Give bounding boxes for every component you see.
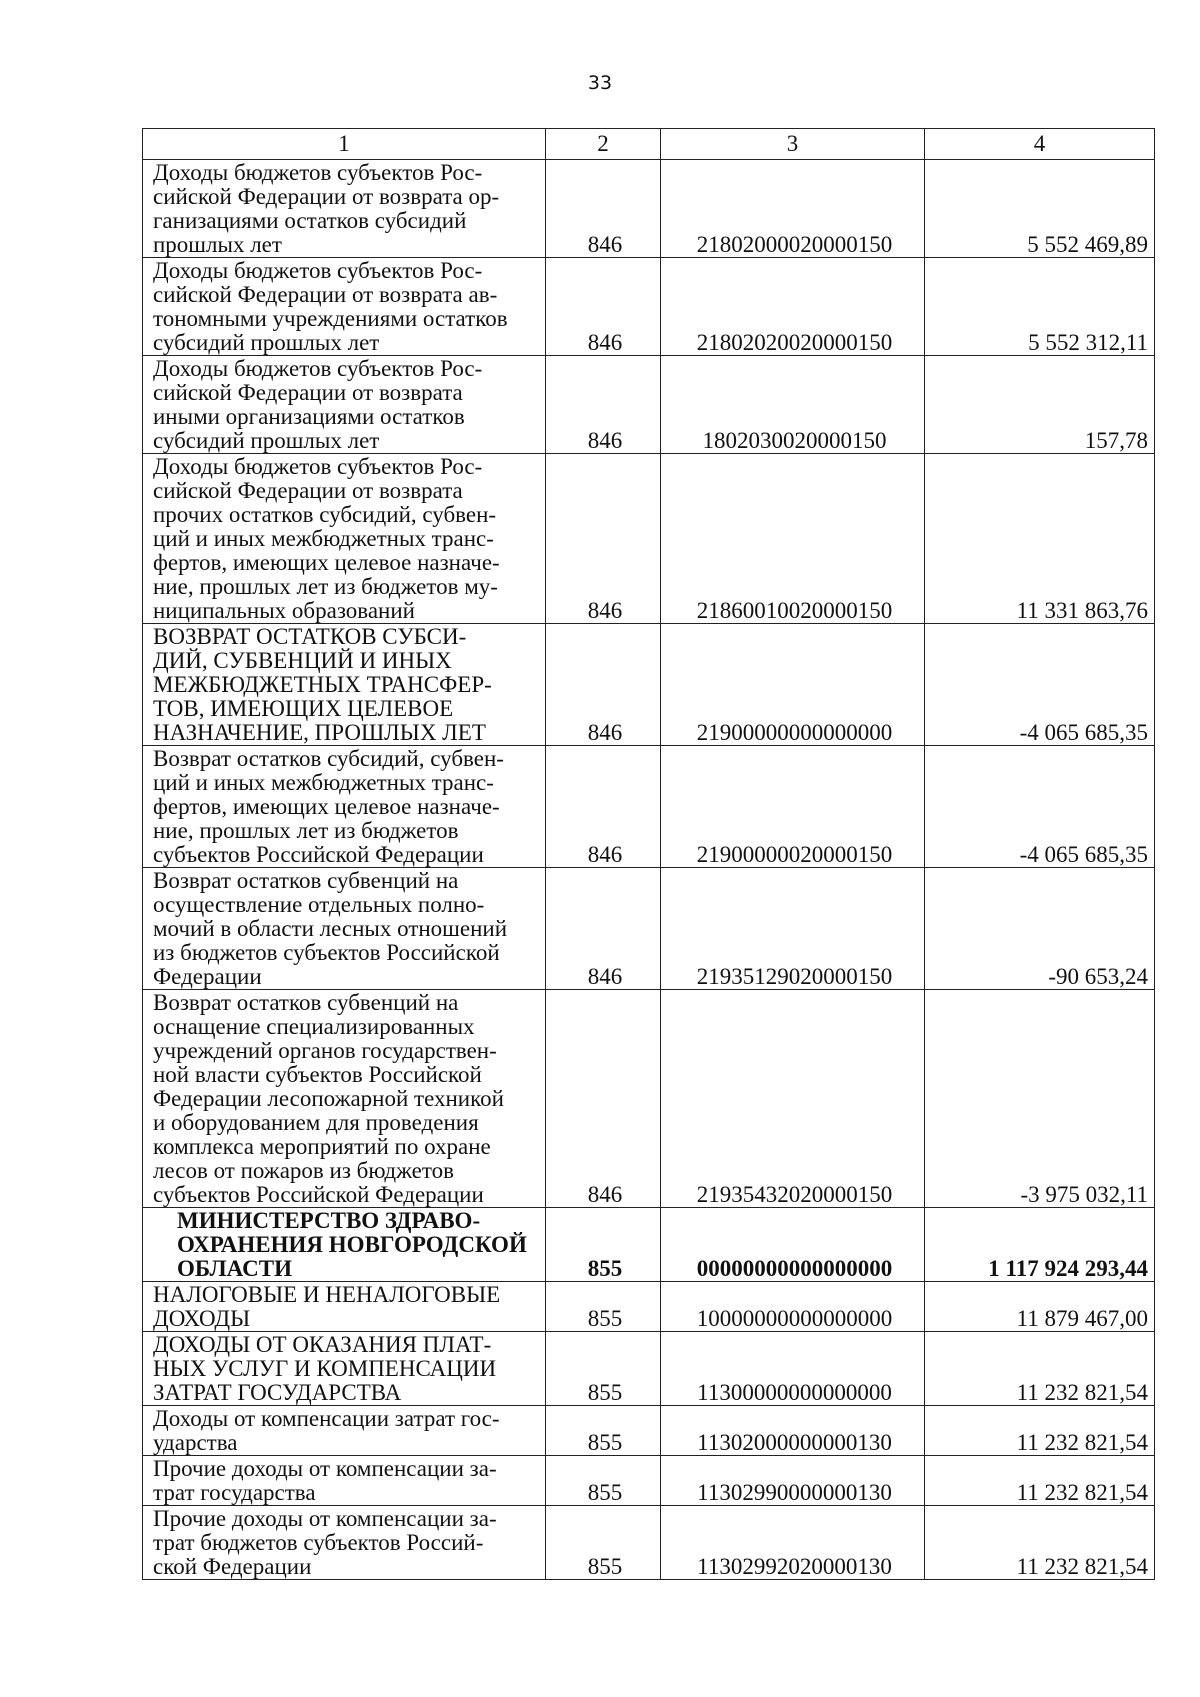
row-name-cell: ВОЗВРАТ ОСТАТКОВ СУБСИ- ДИЙ, СУБВЕНЦИЙ И ИНЫХ МЕЖБЮДЖЕТНЫХ ТРАНСФЕР- ТОВ, ИМЕЮЩИХ ЦЕЛЕВОЕ НАЗНАЧЕНИЕ, ПРОШЛЫХ ЛЕТ (143, 624, 546, 746)
row-amount-cell: -4 065 685,35 (925, 624, 1155, 746)
row-admin-code-cell: 846 (546, 990, 661, 1208)
row-classification-code-cell: 21900000020000150 (661, 746, 925, 868)
row-admin-code-cell: 846 (546, 868, 661, 990)
row-admin-code-cell: 855 (546, 1332, 661, 1406)
row-admin-code-cell: 846 (546, 356, 661, 454)
table-row (143, 1506, 1155, 1580)
row-classification-code-cell: 21860010020000150 (661, 454, 925, 624)
table-row (143, 356, 1155, 454)
table-row (143, 1406, 1155, 1456)
table-header (143, 129, 1155, 160)
row-admin-code-cell: 855 (546, 1506, 661, 1580)
table-body (143, 160, 1155, 1580)
row-amount-cell: 11 232 821,54 (925, 1456, 1155, 1506)
row-name-cell: ДОХОДЫ ОТ ОКАЗАНИЯ ПЛАТ- НЫХ УСЛУГ И КОМПЕНСАЦИИ ЗАТРАТ ГОСУДАРСТВА (143, 1332, 546, 1406)
table-row (143, 258, 1155, 356)
row-name-cell: МИНИСТЕРСТВО ЗДРАВО- ОХРАНЕНИЯ НОВГОРОДСКОЙ ОБЛАСТИ (143, 1208, 546, 1282)
table-row (143, 624, 1155, 746)
row-amount-cell: 157,78 (925, 356, 1155, 454)
row-amount-cell: 5 552 312,11 (925, 258, 1155, 356)
table-row (143, 746, 1155, 868)
row-amount-cell: 11 331 863,76 (925, 454, 1155, 624)
row-name-cell: НАЛОГОВЫЕ И НЕНАЛОГОВЫЕ ДОХОДЫ (143, 1282, 546, 1332)
row-amount-cell: -90 653,24 (925, 868, 1155, 990)
row-admin-code-cell: 846 (546, 624, 661, 746)
row-name-cell: Доходы бюджетов субъектов Рос- сийской Федерации от возврата прочих остатков субсидий, субвен- ций и иных межбюджетных транс- фертов, имеющих целевое назначе- ние, прошлых лет из бюджетов му- ниципальных образований (143, 454, 546, 624)
row-amount-cell: 1 117 924 293,44 (925, 1208, 1155, 1282)
row-name-cell: Возврат остатков субсидий, субвен- ций и иных межбюджетных транс- фертов, имеющих целевое назначе- ние, прошлых лет из бюджетов субъектов Российской Федерации (143, 746, 546, 868)
table-row (143, 1456, 1155, 1506)
table-row (143, 990, 1155, 1208)
row-classification-code-cell: 21802000020000150 (661, 160, 925, 258)
row-admin-code-cell: 855 (546, 1406, 661, 1456)
header-col-2: 2 (546, 129, 661, 160)
row-admin-code-cell: 855 (546, 1282, 661, 1332)
row-amount-cell: -4 065 685,35 (925, 746, 1155, 868)
row-name-cell: Доходы от компенсации затрат гос- ударства (143, 1406, 546, 1456)
header-row (143, 129, 1155, 160)
row-classification-code-cell: 21935129020000150 (661, 868, 925, 990)
row-amount-cell: 11 232 821,54 (925, 1506, 1155, 1580)
row-amount-cell: 11 232 821,54 (925, 1332, 1155, 1406)
header-col-1: 1 (143, 129, 546, 160)
row-name-cell: Прочие доходы от компенсации за- трат государства (143, 1456, 546, 1506)
row-amount-cell: 5 552 469,89 (925, 160, 1155, 258)
row-admin-code-cell: 846 (546, 258, 661, 356)
row-amount-cell: -3 975 032,11 (925, 990, 1155, 1208)
row-admin-code-cell: 846 (546, 160, 661, 258)
row-amount-cell: 11 879 467,00 (925, 1282, 1155, 1332)
row-classification-code-cell: 1802030020000150 (661, 356, 925, 454)
row-name-cell: Доходы бюджетов субъектов Рос- сийской Федерации от возврата иными организациями остатков субсидий прошлых лет (143, 356, 546, 454)
row-classification-code-cell: 00000000000000000 (661, 1208, 925, 1282)
table-row (143, 868, 1155, 990)
row-classification-code-cell: 11302990000000130 (661, 1456, 925, 1506)
row-classification-code-cell: 11302000000000130 (661, 1406, 925, 1456)
row-amount-cell: 11 232 821,54 (925, 1406, 1155, 1456)
row-admin-code-cell: 846 (546, 454, 661, 624)
table-row (143, 160, 1155, 258)
row-admin-code-cell: 846 (546, 746, 661, 868)
header-col-4: 4 (925, 129, 1155, 160)
row-name-cell: Прочие доходы от компенсации за- трат бюджетов субъектов Россий- ской Федерации (143, 1506, 546, 1580)
header-col-3: 3 (661, 129, 925, 160)
row-classification-code-cell: 11302992020000130 (661, 1506, 925, 1580)
row-classification-code-cell: 21802020020000150 (661, 258, 925, 356)
row-name-cell: Возврат остатков субвенций на оснащение специализированных учреждений органов государствен- ной власти субъектов Российской Федерации лесопожарной техникой и оборудованием для проведения комплекса мероприятий по охране лесов от пожаров из бюджетов субъектов Российской Федерации (143, 990, 546, 1208)
page-number: 33 (587, 72, 613, 94)
table-row (143, 1282, 1155, 1332)
row-classification-code-cell: 11300000000000000 (661, 1332, 925, 1406)
row-name-cell: Доходы бюджетов субъектов Рос- сийской Федерации от возврата ав- тономными учреждениями остатков субсидий прошлых лет (143, 258, 546, 356)
row-admin-code-cell: 855 (546, 1456, 661, 1506)
row-classification-code-cell: 21900000000000000 (661, 624, 925, 746)
row-name-cell: Возврат остатков субвенций на осуществление отдельных полно- мочий в области лесных отношений из бюджетов субъектов Российской Федерации (143, 868, 546, 990)
table-row (143, 454, 1155, 624)
row-name-cell: Доходы бюджетов субъектов Рос- сийской Федерации от возврата ор- ганизациями остатков субсидий прошлых лет (143, 160, 546, 258)
row-admin-code-cell: 855 (546, 1208, 661, 1282)
revenue-table (142, 128, 1155, 1580)
row-classification-code-cell: 10000000000000000 (661, 1282, 925, 1332)
table-row (143, 1332, 1155, 1406)
table-row (143, 1208, 1155, 1282)
row-classification-code-cell: 21935432020000150 (661, 990, 925, 1208)
